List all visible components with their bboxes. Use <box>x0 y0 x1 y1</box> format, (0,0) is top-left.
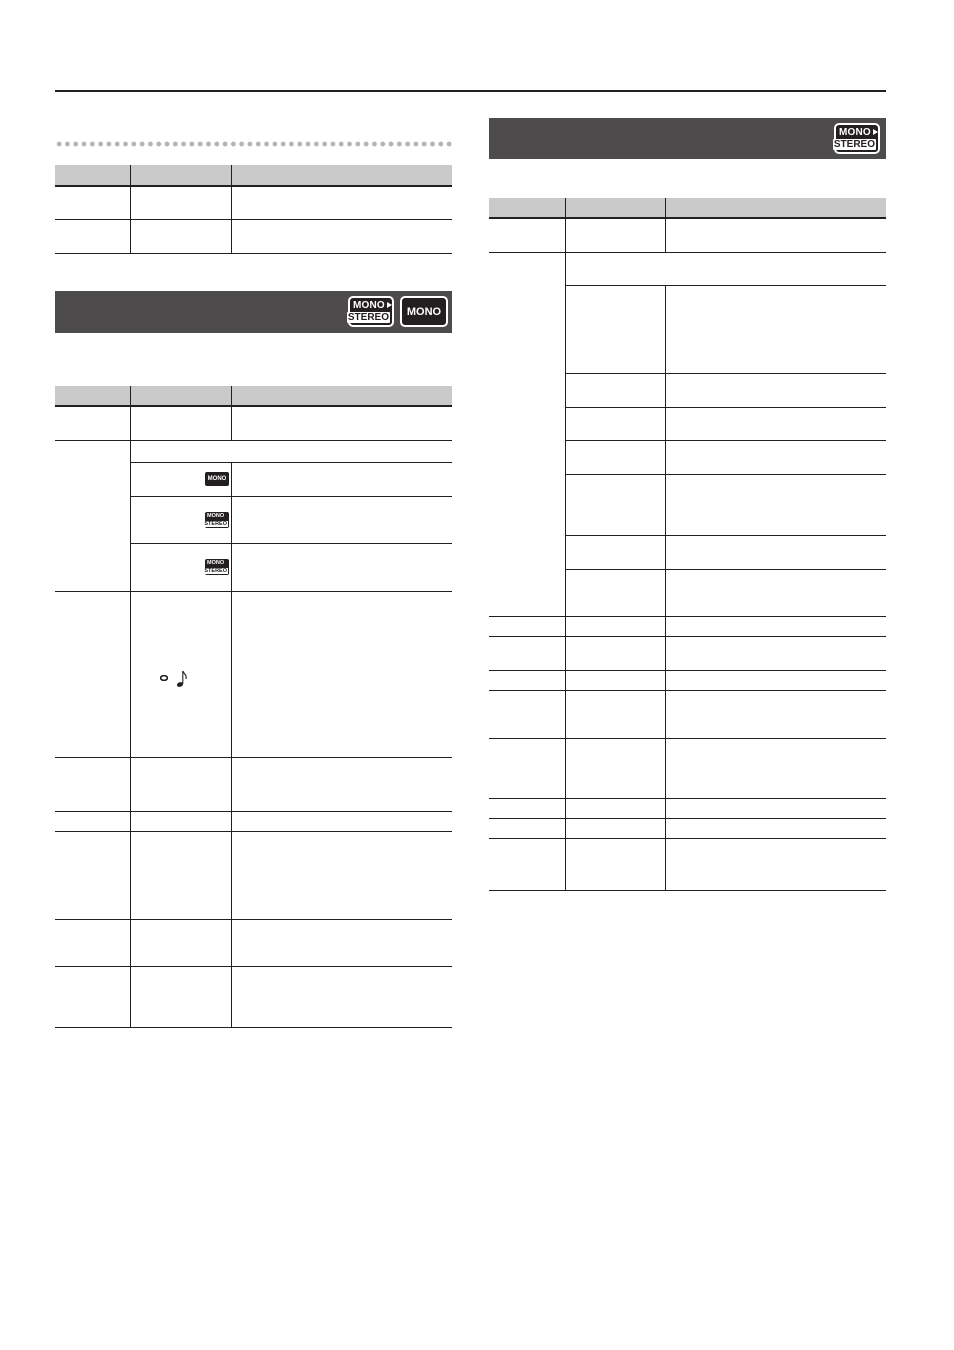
table-row <box>55 966 452 967</box>
dotted-separator <box>55 141 452 147</box>
badge-text-mono: MONO <box>839 127 871 138</box>
table-row <box>130 462 452 463</box>
badge-text-stereo: STEREO <box>204 521 227 527</box>
badge-text-mono: MONO <box>207 513 225 519</box>
table-row <box>489 252 886 253</box>
table-row <box>55 919 452 920</box>
table-row <box>55 1027 452 1028</box>
mono-badge-icon <box>400 296 448 327</box>
table-row <box>565 535 886 536</box>
table-row <box>55 591 452 592</box>
table-row <box>565 407 886 408</box>
table-row <box>489 738 886 739</box>
table-row <box>565 474 886 475</box>
table-rule <box>55 405 452 407</box>
table-divider <box>130 165 131 253</box>
table-rule <box>489 217 886 219</box>
table-row <box>489 890 886 891</box>
table-row <box>489 798 886 799</box>
eighth-note-icon <box>176 670 188 688</box>
section-bar-right <box>489 118 886 159</box>
badge-text-stereo: STEREO <box>347 312 389 323</box>
table-row <box>489 670 886 671</box>
table-row <box>565 440 886 441</box>
section-bar-left <box>55 291 452 333</box>
badge-text-stereo: STEREO <box>833 139 875 150</box>
table-row <box>130 543 452 544</box>
table-row <box>565 373 886 374</box>
table-divider <box>565 198 566 890</box>
table-header <box>489 198 886 218</box>
table-row <box>489 636 886 637</box>
table-row <box>55 831 452 832</box>
table-divider <box>231 386 232 440</box>
badge-text-mono: MONO <box>406 306 442 318</box>
mono-stereo-badge-icon <box>348 296 394 327</box>
badge-text-mono: MONO <box>207 476 227 482</box>
table-row <box>55 253 452 254</box>
badge-text-mono: MONO <box>353 300 385 311</box>
top-rule <box>55 90 886 92</box>
mono-stereo-badge-icon <box>205 559 229 575</box>
badge-text-mono: MONO <box>207 560 225 566</box>
table-row <box>489 616 886 617</box>
table-row <box>55 811 452 812</box>
table-row <box>489 818 886 819</box>
table-rule <box>55 185 452 187</box>
table-divider <box>231 462 232 1027</box>
whole-note-icon <box>160 675 168 681</box>
table-header <box>55 386 452 406</box>
table-row <box>489 838 886 839</box>
mono-stereo-badge-icon <box>205 512 229 528</box>
table-divider <box>665 198 666 252</box>
table-header <box>55 165 452 185</box>
mono-badge-icon <box>205 472 229 486</box>
table-row <box>565 285 886 286</box>
table-divider <box>665 285 666 890</box>
table-row <box>55 757 452 758</box>
mono-stereo-badge-icon <box>834 123 880 154</box>
table-divider <box>231 165 232 253</box>
table-row <box>489 690 886 691</box>
table-row <box>55 440 452 441</box>
table-row <box>565 569 886 570</box>
table-divider <box>130 386 131 1027</box>
table-row <box>55 219 452 220</box>
table-row <box>130 496 452 497</box>
badge-text-stereo: STEREO <box>204 568 227 574</box>
